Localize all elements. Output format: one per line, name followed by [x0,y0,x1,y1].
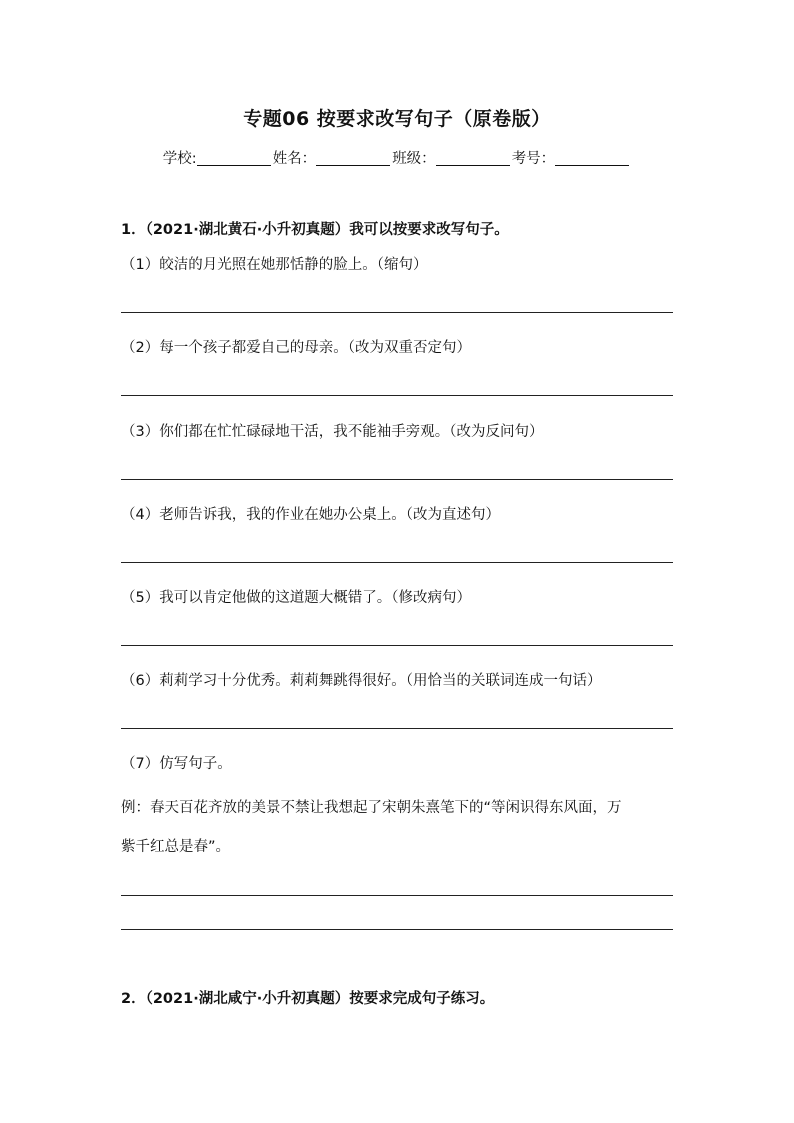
school-blank[interactable] [197,151,271,166]
name-label: 姓名： [272,151,317,167]
question-1-item-6: （6）莉莉学习十分优秀。莉莉舞跳得很好。（用恰当的关联词连成一句话） [121,673,602,689]
answer-line-5[interactable] [121,645,673,646]
example-text-line-1: 例：春天百花齐放的美景不禁让我想起了宋朝朱熹笔下的“等闲识得东风面，万 [121,800,622,816]
answer-line-7a[interactable] [121,895,673,896]
question-1-item-5: （5）我可以肯定他做的这道题大概错了。（修改病句） [121,590,471,606]
number-label: 考号： [511,151,556,167]
answer-line-3[interactable] [121,479,673,480]
question-2-heading: 2．（2021·湖北咸宁·小升初真题）按要求完成句子练习。 [121,991,495,1007]
question-1-item-3: （3）你们都在忙忙碌碌地干活，我不能袖手旁观。（改为反问句） [121,424,544,440]
question-1-item-7: （7）仿写句子。 [121,756,232,772]
question-1-item-2: （2）每一个孩子都爱自己的母亲。（改为双重否定句） [121,340,471,356]
class-blank[interactable] [436,151,510,166]
page-title: 专题06 按要求改写句子（原卷版） [243,108,551,130]
answer-line-2[interactable] [121,395,673,396]
question-1-item-1: （1）皎洁的月光照在她那恬静的脸上。（缩句） [121,257,428,273]
answer-line-1[interactable] [121,312,673,313]
name-blank[interactable] [316,151,390,166]
student-info-row [0,147,794,168]
answer-line-7b[interactable] [121,929,673,930]
question-1-heading: 1．（2021·湖北黄石·小升初真题）我可以按要求改写句子。 [121,222,509,238]
answer-line-4[interactable] [121,562,673,563]
number-blank[interactable] [555,151,629,166]
question-1-item-4: （4）老师告诉我，我的作业在她办公桌上。（改为直述句） [121,507,500,523]
school-label: 学校: [162,151,197,167]
class-label: 班级： [392,151,436,167]
example-text-line-2: 紫千红总是春”。 [121,839,231,855]
answer-line-6[interactable] [121,728,673,729]
